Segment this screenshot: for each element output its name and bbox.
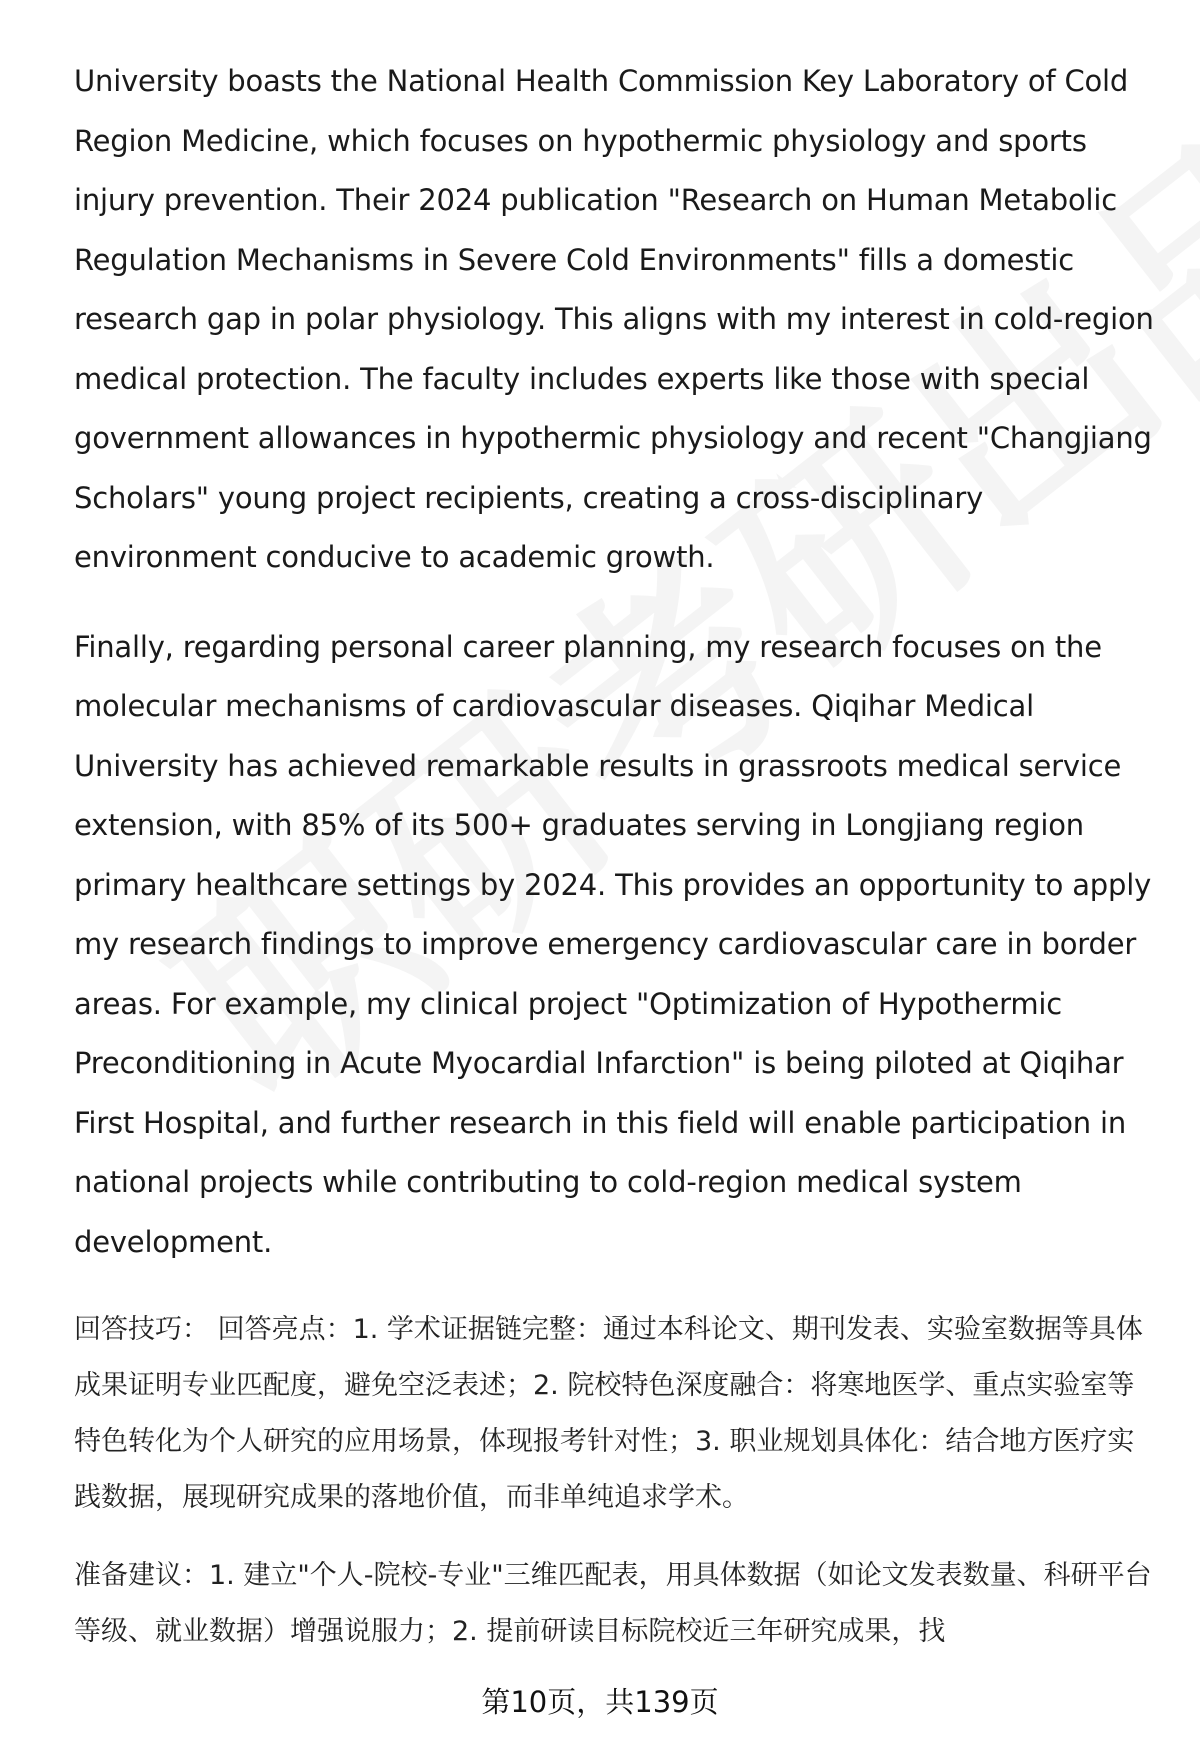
document-body	[74, 52, 1154, 1682]
paragraph-career-planning: Finally, regarding personal career planning, my research focuses on the molecular mechanisms of cardiovascular diseases. Qiqihar Medical University has achieved remarkable results in grassroots medical service extension, with 85% of its 500+ graduates serving in Longjiang region primary healthcare settings by 2024. This provides an opportunity to apply my research findings to improve emergency cardiovascular care in border areas. For example, my clinical project "Optimization of Hypothermic Preconditioning in Acute Myocardial Infarction" is being piloted at Qiqihar First Hospital, and further research in this field will enable participation in national projects while contributing to cold-region medical system development.	[74, 629, 1152, 1259]
preparation-advice: 准备建议：1. 建立"个人-院校-专业"三维匹配表，用具体数据（如论文发表数量、科研平台等级、就业数据）增强说服力；2. 提前研读目标院校近三年研究成果，找	[74, 1560, 1152, 1647]
paragraph-lab-faculty: University boasts the National Health Commission Key Laboratory of Cold Region Medicine, which focuses on hypothermic physiology and sports injury prevention. Their 2024 publication "Research on Human Metabolic Regulation Mechanisms in Severe Cold Environments" fills a domestic research gap in polar physiology. This aligns with my interest in cold-region medical protection. The faculty includes experts like those with special government allowances in hypothermic physiology and recent "Changjiang Scholars" young project recipients, creating a cross-disciplinary environment conducive to academic growth.	[74, 64, 1154, 574]
answer-tips: 回答技巧： 回答亮点：1. 学术证据链完整：通过本科论文、期刊发表、实验室数据等具体成果证明专业匹配度，避免空泛表述；2. 院校特色深度融合：将寒地医学、重点实验室等特色转化为个人研究的应用场景，体现报考针对性；3. 职业规划具体化：结合地方医疗实践数据，展现研究成果的落地价值，而非单纯追求学术。	[74, 1314, 1143, 1513]
page-number-footer: 第10页，共139页	[481, 1685, 719, 1719]
